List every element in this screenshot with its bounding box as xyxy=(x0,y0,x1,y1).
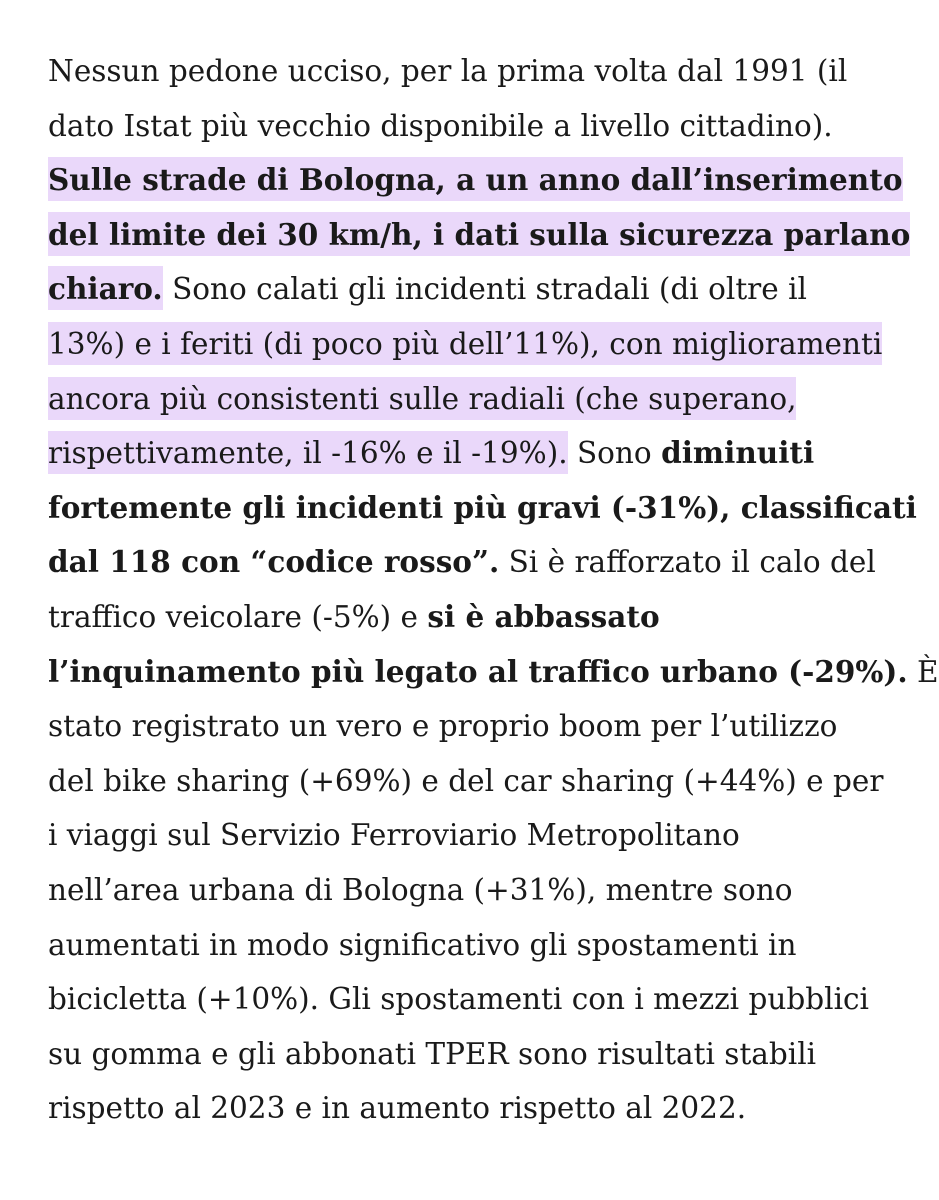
text-segment: su gomma e gli abbonati TPER sono risultati stabili xyxy=(48,1036,817,1071)
text-segment: nell’area urbana di Bologna (+31%), mentre sono xyxy=(48,872,793,907)
highlighted-bold-text: del limite dei 30 km/h, i dati sulla sicurezza parlano xyxy=(48,212,910,256)
highlighted-bold-text: Sulle strade di Bologna, a un anno dall’inserimento xyxy=(48,157,903,201)
text-segment: stato registrato un vero e proprio boom per l’utilizzo xyxy=(48,709,838,744)
bold-text: l’inquinamento più legato al traffico urbano (-29%). xyxy=(48,653,908,689)
text-line xyxy=(48,153,903,208)
article-paragraph xyxy=(48,44,939,1136)
text-line xyxy=(48,99,848,154)
text-segment: i viaggi sul Servizio Ferroviario Metropolitano xyxy=(48,818,740,853)
text-segment: rispetto al 2023 e in aumento rispetto al 2022. xyxy=(48,1091,747,1126)
text-line xyxy=(48,808,848,863)
text-segment: traffico veicolare (-5%) e xyxy=(48,599,428,634)
text-line xyxy=(48,481,917,536)
bold-text: dal 118 con “codice rosso”. xyxy=(48,544,500,580)
text-segment: Sono calati gli incidenti stradali (di oltre il xyxy=(162,272,807,307)
highlighted-bold-text: chiaro. xyxy=(48,266,163,310)
text-line xyxy=(48,972,869,1027)
text-segment: Sono xyxy=(567,436,662,471)
text-line xyxy=(48,372,848,427)
text-line xyxy=(48,1081,848,1136)
text-line xyxy=(48,1027,848,1082)
text-line xyxy=(48,918,848,973)
text-line xyxy=(48,44,848,99)
text-line xyxy=(48,426,848,481)
text-line xyxy=(48,699,848,754)
text-line xyxy=(48,317,883,372)
text-line xyxy=(48,208,911,263)
text-segment: Nessun pedone ucciso, per la prima volta dal 1991 (il xyxy=(48,54,848,88)
bold-text: fortemente gli incidenti più gravi (-31%), classificati xyxy=(48,489,917,525)
text-segment: È xyxy=(907,654,939,689)
bold-text: diminuiti xyxy=(661,435,815,471)
bold-text: si è abbassato xyxy=(427,598,660,634)
highlighted-text: rispettivamente, il -16% e il -19%). xyxy=(48,431,568,474)
text-line xyxy=(48,645,939,700)
text-segment: aumentati in modo significativo gli spostamenti in xyxy=(48,927,797,962)
text-segment: Si è rafforzato il calo del xyxy=(499,545,876,580)
text-line xyxy=(48,590,848,645)
text-line xyxy=(48,262,848,317)
highlighted-text: 13%) e i feriti (di poco più dell’11%), con miglioramenti xyxy=(48,322,882,365)
text-segment: dato Istat più vecchio disponibile a livello cittadino). xyxy=(48,108,833,143)
text-line xyxy=(48,863,848,918)
text-line xyxy=(48,754,884,809)
text-line xyxy=(48,535,876,590)
highlighted-text: ancora più consistenti sulle radiali (che superano, xyxy=(48,377,796,420)
text-segment: del bike sharing (+69%) e del car sharing (+44%) e per xyxy=(48,763,884,798)
text-segment: bicicletta (+10%). Gli spostamenti con i mezzi pubblici xyxy=(48,982,869,1017)
